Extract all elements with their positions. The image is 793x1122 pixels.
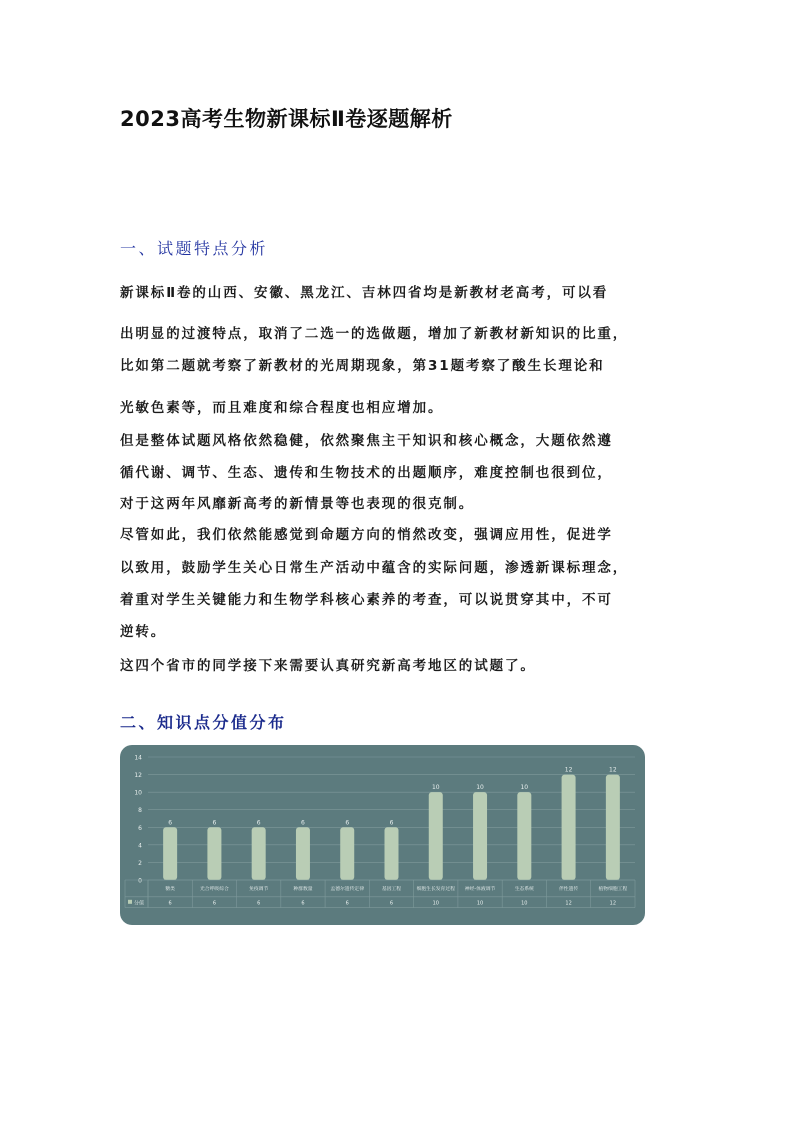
legend-swatch	[128, 900, 132, 904]
paragraph-line: 出明显的过渡特点，取消了二选一的选做题，增加了新教材新知识的比重，	[120, 326, 629, 342]
y-tick-label: 12	[134, 772, 142, 780]
bar	[385, 827, 399, 880]
page-title: 2023高考生物新课标Ⅱ卷逐题解析	[120, 107, 453, 131]
data-label: 10	[431, 784, 440, 792]
x-category-label: 植物细胞工程	[598, 887, 628, 892]
table-value: 6	[257, 900, 261, 907]
section-heading-features: 一、试题特点分析	[120, 239, 269, 258]
x-category-label: 神经-体液调节	[464, 887, 496, 892]
y-tick-label: 14	[134, 754, 142, 762]
paragraph-line: 但是整体试题风格依然稳健，依然聚焦主干知识和核心概念，大题依然遵	[120, 433, 613, 449]
y-tick-label: 2	[138, 859, 142, 867]
bar	[207, 827, 221, 880]
x-category-label: 伴性遗传	[558, 887, 579, 892]
y-tick-label: 0	[138, 877, 142, 885]
bar	[473, 792, 487, 880]
table-value: 6	[345, 900, 349, 907]
table-value: 6	[168, 900, 172, 907]
paragraph-line: 这四个省市的同学接下来需要认真研究新高考地区的试题了。	[120, 658, 536, 674]
score-distribution-chart	[120, 745, 645, 925]
x-category-label: 生态系统	[514, 887, 534, 892]
y-tick-label: 4	[138, 842, 142, 850]
y-tick-label: 6	[138, 824, 142, 832]
data-label: 6	[345, 819, 350, 827]
paragraph-line: 循代谢、调节、生态、遗传和生物技术的出题顺序，难度控制也很到位，	[120, 465, 613, 481]
x-category-label: 细胞生长发育过程	[416, 887, 455, 892]
x-category-label: 光合呼吸综合	[200, 887, 229, 892]
bar	[429, 792, 443, 880]
data-label: 10	[476, 784, 484, 792]
table-value: 6	[389, 900, 394, 907]
x-category-label: 糖类	[165, 887, 175, 892]
table-value: 12	[565, 900, 572, 907]
data-label: 12	[564, 766, 573, 774]
data-label: 12	[609, 766, 617, 774]
bar	[517, 792, 531, 880]
data-label: 6	[389, 819, 394, 827]
bar	[296, 827, 310, 880]
paragraph-line: 逆转。	[120, 624, 167, 640]
table-value: 6	[301, 900, 305, 907]
bar	[562, 775, 576, 880]
data-label: 10	[520, 784, 529, 792]
paragraph-line: 比如第二题就考察了新教材的光周期现象，第31题考察了酸生长理论和	[120, 358, 605, 374]
paragraph-line: 以致用，鼓励学生关心日常生产活动中蕴含的实际问题，渗透新课标理念，	[120, 560, 629, 576]
x-category-label: 种群数量	[293, 887, 313, 892]
data-label: 6	[256, 819, 261, 827]
legend-label: 分值	[134, 900, 145, 907]
y-tick-label: 10	[134, 789, 142, 797]
table-value: 10	[476, 900, 484, 907]
bar	[606, 775, 620, 880]
table-value: 6	[212, 900, 217, 907]
bar	[340, 827, 354, 880]
section-heading-distribution: 二、知识点分值分布	[120, 713, 287, 732]
table-value: 10	[521, 900, 528, 907]
paragraph-line: 尽管如此，我们依然能感觉到命题方向的悄然改变，强调应用性，促进学	[120, 527, 613, 543]
bar	[163, 827, 177, 880]
table-value: 12	[609, 900, 617, 907]
x-category-label: 基因工程	[381, 887, 402, 892]
table-value: 10	[432, 900, 439, 907]
data-label: 6	[212, 819, 217, 827]
data-label: 6	[168, 819, 173, 827]
data-label: 6	[301, 819, 305, 827]
bar	[252, 827, 266, 880]
paragraph-line: 新课标Ⅱ卷的山西、安徽、黑龙江、吉林四省均是新教材老高考，可以看	[120, 285, 609, 301]
chart-canvas	[120, 745, 645, 925]
x-category-label: 免疫调节	[249, 887, 269, 892]
paragraph-line: 光敏色素等，而且难度和综合程度也相应增加。	[120, 400, 444, 416]
y-tick-label: 8	[138, 807, 142, 815]
paragraph-line: 着重对学生关键能力和生物学科核心素养的考查，可以说贯穿其中，不可	[120, 592, 613, 608]
paragraph-line: 对于这两年风靡新高考的新情景等也表现的很克制。	[120, 496, 475, 512]
x-category-label: 孟德尔遗传定律	[330, 887, 365, 892]
